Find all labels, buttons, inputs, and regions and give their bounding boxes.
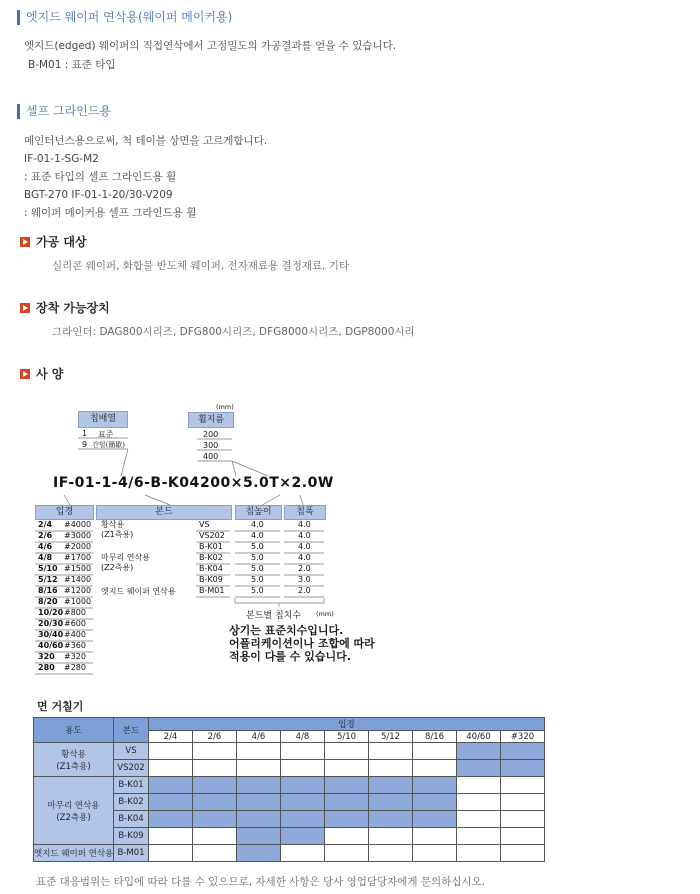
equipment-heading: 장착 가능장치 <box>20 301 110 316</box>
section-title-edged: 엣지드 웨이퍼 연삭용(웨이퍼 메이커용) <box>17 10 232 25</box>
roughness-cell-available <box>149 777 193 794</box>
tip-array-code: 1 <box>82 429 88 438</box>
roughness-cell-empty <box>501 828 545 845</box>
roughness-col-usage: 용도 <box>34 718 114 743</box>
tip-array-label: 간헐(簡歇) <box>92 441 125 449</box>
self-grind-line: IF-01-1-SG-M2 <box>24 153 99 165</box>
roughness-cell-empty <box>193 845 237 862</box>
roughness-cell-available <box>457 760 501 777</box>
roughness-cell-empty <box>149 743 193 760</box>
roughness-cell-empty <box>501 811 545 828</box>
roughness-cell-available <box>237 811 281 828</box>
roughness-cell-empty <box>281 760 325 777</box>
roughness-cell-available <box>281 777 325 794</box>
roughness-cell-available <box>369 811 413 828</box>
bond-code: B-K02 <box>199 553 223 562</box>
grit-size: 30/40 <box>38 630 64 639</box>
roughness-usage: 황삭용 (Z1측용) <box>34 743 114 777</box>
grit-mesh: #600 <box>64 619 86 628</box>
roughness-cell-empty <box>413 828 457 845</box>
roughness-cell-empty <box>149 760 193 777</box>
bond-group-edged: 엣지드 웨이퍼 연삭용 <box>101 587 176 596</box>
roughness-bond: VS <box>114 743 149 760</box>
dim-caption: 본드별 칩치수 <box>246 611 302 621</box>
grit-size: 10/20 <box>38 608 64 617</box>
grit-mesh: #4000 <box>64 520 92 529</box>
grit-size: 2/6 <box>38 531 53 540</box>
roughness-cell-empty <box>325 845 369 862</box>
spec-note-line: 적용이 다를 수 있습니다. <box>229 650 351 663</box>
roughness-grit-header: 5/10 <box>325 731 369 743</box>
wheel-dia-header: 휠지름 <box>188 412 234 428</box>
roughness-bond: B-K09 <box>114 828 149 845</box>
grit-mesh: #800 <box>64 608 86 617</box>
spec-note-line: 어플리케이션이나 조합에 따라 <box>229 637 375 650</box>
tip-width-value: 2.0 <box>298 564 311 573</box>
grit-size: 4/8 <box>38 553 53 562</box>
roughness-cell-available <box>369 794 413 811</box>
roughness-grit-header: 4/8 <box>281 731 325 743</box>
roughness-usage: 마무리 연삭용 (Z2측용) <box>34 777 114 845</box>
roughness-cell-empty <box>369 828 413 845</box>
roughness-cell-available <box>281 828 325 845</box>
grit-mesh: #1700 <box>64 553 92 562</box>
roughness-bond: B-K04 <box>114 811 149 828</box>
roughness-bond: B-M01 <box>114 845 149 862</box>
roughness-grit-header: 2/6 <box>193 731 237 743</box>
roughness-grit-header: 8/16 <box>413 731 457 743</box>
bond-code: VS <box>199 520 210 529</box>
tip-width-value: 4.0 <box>298 531 311 540</box>
roughness-table <box>33 717 545 862</box>
grit-mesh: #1200 <box>64 586 92 595</box>
roughness-cell-available <box>325 777 369 794</box>
wheel-dia-value: 300 <box>203 441 219 450</box>
roughness-cell-empty <box>457 811 501 828</box>
roughness-cell-available <box>369 777 413 794</box>
roughness-cell-empty <box>149 845 193 862</box>
bond-group-finish: 마무리 연삭용 (Z2측용) <box>101 553 150 572</box>
roughness-cell-empty <box>369 845 413 862</box>
tip-width-value: 4.0 <box>298 553 311 562</box>
tip-array-header: 칩배열 <box>78 411 128 428</box>
equipment-text: 그라인더: DAG800시리즈, DFG800시리즈, DFG8000시리즈, DGP8000시리 <box>52 326 415 338</box>
self-grind-line: : 표준 타입의 셀프 그라인드용 휠 <box>24 171 177 183</box>
roughness-cell-empty <box>369 760 413 777</box>
roughness-cell-available <box>325 794 369 811</box>
grit-size: 20/30 <box>38 619 64 628</box>
model-code-part1: IF-01-1-4/6-B-K04 <box>53 475 200 491</box>
tip-height-value: 4.0 <box>251 531 264 540</box>
tip-height-header: 칩높이 <box>235 505 282 520</box>
roughness-cell-empty <box>193 760 237 777</box>
tip-array-label: 표준 <box>98 430 114 439</box>
roughness-row <box>34 777 545 794</box>
grit-mesh: #320 <box>64 652 86 661</box>
roughness-cell-available <box>193 794 237 811</box>
roughness-cell-available <box>193 777 237 794</box>
roughness-cell-available <box>149 811 193 828</box>
roughness-cell-available <box>501 760 545 777</box>
bond-code: B-K04 <box>199 564 223 573</box>
tip-width-value: 2.0 <box>298 586 311 595</box>
grit-size: 5/12 <box>38 575 58 584</box>
self-grind-line: 메인터넌스용으로써, 척 테이블 상면을 고르게합니다. <box>24 135 268 147</box>
bond-header: 본드 <box>96 505 232 520</box>
grit-size: 4/6 <box>38 542 53 551</box>
roughness-bond: VS202 <box>114 760 149 777</box>
model-code-part2: 200×5.0T×2.0W <box>200 475 334 491</box>
spec-heading: 사 양 <box>20 367 63 382</box>
roughness-cell-available <box>457 743 501 760</box>
roughness-cell-available <box>413 811 457 828</box>
tip-array-code: 9 <box>82 440 88 449</box>
roughness-row <box>34 743 545 760</box>
roughness-cell-empty <box>325 828 369 845</box>
tip-height-value: 4.0 <box>251 520 264 529</box>
grit-size: 8/16 <box>38 586 58 595</box>
roughness-cell-empty <box>193 828 237 845</box>
tip-width-value: 4.0 <box>298 542 311 551</box>
roughness-usage: 엣지드 웨이퍼 연삭용 <box>34 845 114 862</box>
self-grind-line: BGT-270 IF-01-1-20/30-V209 <box>24 189 173 201</box>
roughness-title: 면 거칠기 <box>37 700 84 713</box>
spec-note-line: 상기는 표준치수입니다. <box>229 624 344 637</box>
roughness-grit-header: 2/4 <box>149 731 193 743</box>
bond-code: VS202 <box>199 531 225 540</box>
section-edged-item: B-M01 : 표준 타입 <box>28 59 116 71</box>
roughness-cell-empty <box>237 743 281 760</box>
roughness-cell-empty <box>369 743 413 760</box>
section-edged-desc: 엣지드(edged) 웨이퍼의 직접연삭에서 고정밀도의 가공결과를 얻을 수 있습니다. <box>24 40 397 52</box>
roughness-grit-header: 5/12 <box>369 731 413 743</box>
roughness-cell-available <box>413 777 457 794</box>
roughness-cell-available <box>237 777 281 794</box>
grit-mesh: #3000 <box>64 531 92 540</box>
roughness-cell-empty <box>457 794 501 811</box>
roughness-cell-available <box>193 811 237 828</box>
roughness-cell-available <box>281 794 325 811</box>
grit-mesh: #1400 <box>64 575 92 584</box>
roughness-col-grit: 입경 <box>149 718 545 731</box>
roughness-cell-empty <box>501 777 545 794</box>
section-title-self-grind: 셀프 그라인드용 <box>17 104 111 119</box>
tip-height-value: 5.0 <box>251 542 264 551</box>
roughness-cell-empty <box>281 845 325 862</box>
roughness-cell-available <box>281 811 325 828</box>
processing-text: 실리콘 웨이퍼, 화합물 반도체 웨이퍼, 전자재료용 결정재료, 기타 <box>52 260 350 272</box>
roughness-cell-available <box>325 811 369 828</box>
wheel-dia-unit: (mm) <box>216 403 234 411</box>
tip-width-value: 3.0 <box>298 575 311 584</box>
grit-mesh: #280 <box>64 663 86 672</box>
roughness-cell-available <box>237 828 281 845</box>
grit-size: 5/10 <box>38 564 58 573</box>
tip-width-header: 칩폭 <box>284 505 326 520</box>
tip-height-value: 5.0 <box>251 564 264 573</box>
tip-height-value: 5.0 <box>251 575 264 584</box>
roughness-bond: B-K01 <box>114 777 149 794</box>
bond-code: B-K01 <box>199 542 223 551</box>
self-grind-line: : 웨이퍼 메이커용 셀프 그라인드용 휠 <box>24 207 197 219</box>
grit-mesh: #1000 <box>64 597 92 606</box>
roughness-cell-empty <box>237 760 281 777</box>
grit-size: 8/20 <box>38 597 58 606</box>
roughness-cell-empty <box>413 743 457 760</box>
roughness-cell-empty <box>193 743 237 760</box>
roughness-cell-available <box>149 794 193 811</box>
roughness-row <box>34 845 545 862</box>
roughness-cell-empty <box>413 760 457 777</box>
roughness-cell-empty <box>325 760 369 777</box>
roughness-cell-empty <box>149 828 193 845</box>
grit-size: 40/60 <box>38 641 64 650</box>
wheel-dia-value: 400 <box>203 452 219 461</box>
bond-code: B-M01 <box>199 586 225 595</box>
grit-mesh: #2000 <box>64 542 92 551</box>
grit-mesh: #360 <box>64 641 86 650</box>
roughness-cell-available <box>237 845 281 862</box>
roughness-cell-empty <box>413 845 457 862</box>
processing-heading: 가공 대상 <box>20 235 87 250</box>
wheel-dia-value: 200 <box>203 430 219 439</box>
roughness-cell-available <box>237 794 281 811</box>
grit-size: 2/4 <box>38 520 53 529</box>
grit-mesh: #1500 <box>64 564 92 573</box>
roughness-cell-available <box>413 794 457 811</box>
grit-header: 입경 <box>35 505 94 520</box>
grit-size: 280 <box>38 663 55 672</box>
grit-size: 320 <box>38 652 55 661</box>
dim-unit: (mm) <box>316 610 334 618</box>
tip-height-value: 5.0 <box>251 553 264 562</box>
bond-code: B-K09 <box>199 575 223 584</box>
roughness-cell-empty <box>457 777 501 794</box>
roughness-cell-empty <box>501 794 545 811</box>
roughness-grit-header: 4/6 <box>237 731 281 743</box>
tip-width-value: 4.0 <box>298 520 311 529</box>
roughness-cell-empty <box>281 743 325 760</box>
roughness-grit-header: #320 <box>501 731 545 743</box>
roughness-cell-empty <box>325 743 369 760</box>
bond-group-rough: 황삭용 (Z1측용) <box>101 520 134 539</box>
tip-height-value: 5.0 <box>251 586 264 595</box>
roughness-bond: B-K02 <box>114 794 149 811</box>
roughness-col-bond: 본드 <box>114 718 149 743</box>
roughness-cell-empty <box>501 845 545 862</box>
roughness-cell-available <box>501 743 545 760</box>
grit-mesh: #400 <box>64 630 86 639</box>
roughness-grit-header: 40/60 <box>457 731 501 743</box>
roughness-cell-empty <box>457 828 501 845</box>
roughness-cell-empty <box>457 845 501 862</box>
footer-note: 표준 대응범위는 타입에 따라 다를 수 있으므로, 자세한 사항은 당사 영업담당자에게 문의하십시오. <box>36 876 486 888</box>
